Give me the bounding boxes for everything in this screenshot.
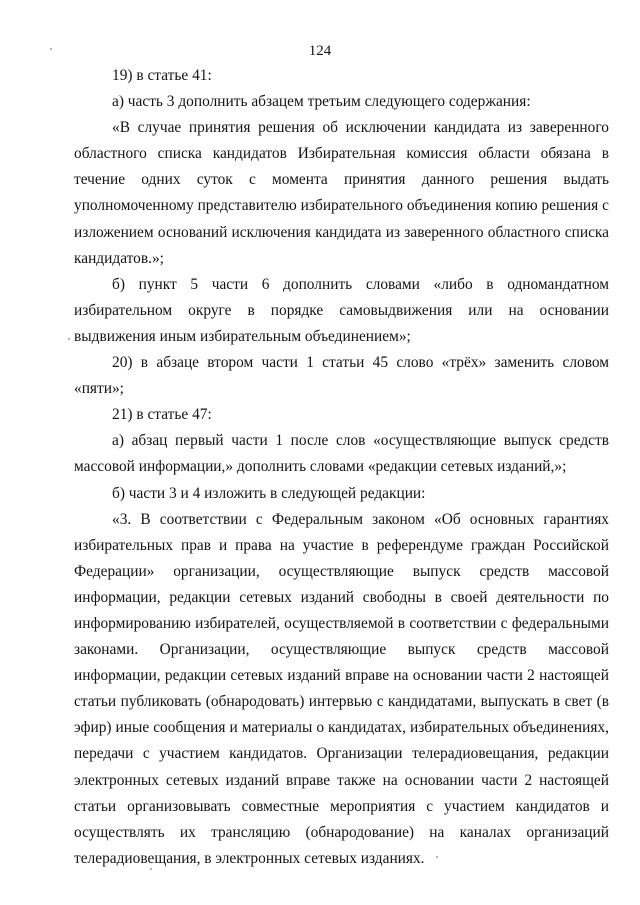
document-body — [74, 63, 609, 872]
paragraph-item-19: 19) в статье 41: — [112, 67, 212, 84]
scan-speck — [436, 856, 438, 858]
page-number: 124 — [308, 43, 332, 59]
scan-speck — [68, 338, 70, 340]
paragraph-subitem-b: б) пункт 5 части 6 дополнить словами «либо в одномандатном избирательном округе в порядке самовыдвижения или на основании выдвижения иным избирательным объединением»; — [74, 275, 609, 345]
paragraph-quote-exclusion: «В случае принятия решения об исключении кандидата из заверенного областного списка кандидатов Избирательная комиссия области обязана в течение одних суток с момента принятия данного решения выдать уполномоченному представителю избирательного объединения копию решения с изложением оснований исключения кандидата из заверенного областного списка кандидатов.»; — [74, 119, 609, 267]
paragraph-item-21: 21) в статье 47: — [112, 406, 212, 424]
paragraph-subitem-a: а) часть 3 дополнить абзацем третьим следующего содержания: — [112, 93, 531, 111]
paragraph-subitem-a-47: а) абзац первый части 1 после слов «осуществляющие выпуск средств массовой информации,» дополнить словами «редакции сетевых изданий,»; — [74, 432, 609, 476]
paragraph-item-20: 20) в абзаце втором части 1 статьи 45 слово «трёх» заменить словом «пяти»; — [74, 354, 609, 398]
scan-speck — [150, 868, 152, 870]
paragraph-subitem-b-47: б) части 3 и 4 изложить в следующей редакции: — [112, 484, 426, 502]
scan-speck — [50, 48, 52, 50]
paragraph-quote-article-3: «3. В соответствии с Федеральным законом «Об основных гарантиях избирательных прав и права на участие в референдуме граждан Российской Федерации» организации, осуществляющие выпуск средств массовой информации, редакции сетевых изданий свободны в своей деятельности по информированию избирателей, осуществляемой в соответствии с федеральными законами. Организации, осуществляющие выпуск средств массовой информации, редакции сетевых изданий вправе на основании части 2 настоящей статьи публиковать (обнародовать) интервью с кандидатами, выпускать в свет (в эфир) иные сообщения и материалы о кандидатах, избирательных объединениях, передачи с участием кандидатов. Организации телерадиовещания, редакции электронных сетевых изданий вправе также на основании части 2 настоящей статьи организовывать совместные мероприятия с участием кандидатов и осуществлять их трансляцию (обнародование) на каналах организаций телерадиовещания, в электронных сетевых изданиях. — [74, 510, 609, 867]
